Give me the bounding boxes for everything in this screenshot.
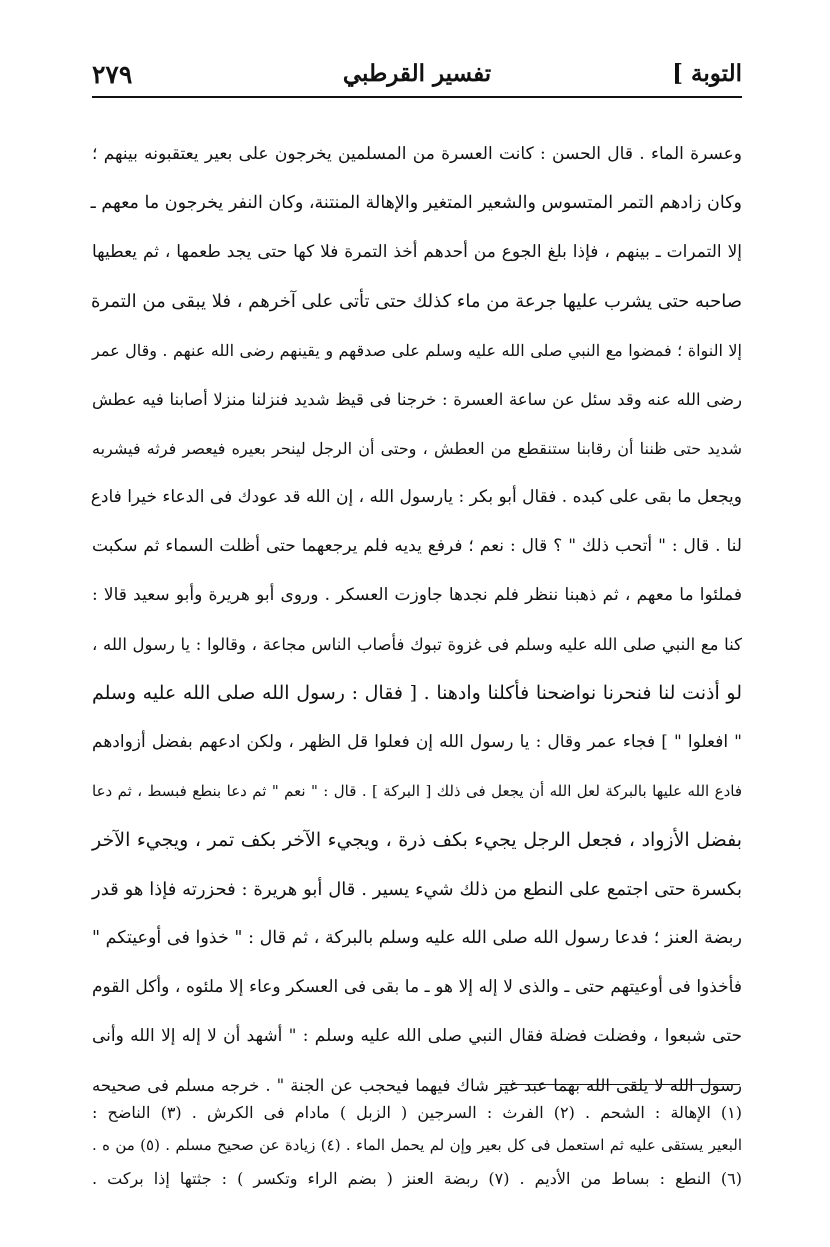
text-line: إلا التمرات ـ بينهم ، فإذا بلغ الجوع من أحدهم أخذ التمرة فلا كها حتى يجد طعمها ، ثم يعطيها xyxy=(92,242,742,262)
text-line: فادع الله عليها بالبركة لعل الله أن يجعل فى ذلك [ البركة ] . قال : " نعم " ثم دعا بنطع فبسط ، ثم دعا xyxy=(92,782,742,800)
text-line: شديد حتى ظننا أن رقابنا ستنقطع من العطش ، وحتى أن الرجل لينحر بعيره فيعصر فرثه فيشربه xyxy=(92,439,742,458)
text-line: لنا . قال : " أتحب ذلك " ؟ قال : نعم ؛ فرفع يديه فلم يرجعهما حتى أظلت السماء ثم سكبت xyxy=(92,536,742,556)
footnote-line: البعير يستقى عليه ثم استعمل فى كل بعير وإن لم يحمل الماء . (٤) زيادة عن صحيح مسلم . (٥) من ه . xyxy=(92,1136,742,1154)
footnote-line: (٦) النطع : بساط من الأديم . (٧) ربضة العنز ( بضم الراء وتكسر ) : جثتها إذا بركت . xyxy=(92,1169,742,1188)
footnote-line: (١) الإهالة : الشحم . (٢) الفرث : السرجين ( الزبل ) مادام فى الكرش . (٣) الناضح : xyxy=(92,1103,742,1122)
text-line: ربضة العنز ؛ فدعا رسول الله صلى الله عليه وسلم بالبركة ، ثم قال : " خذوا فى أوعيتكم " xyxy=(92,928,742,948)
page-number: ٢٧٩ xyxy=(92,60,133,89)
main-text xyxy=(92,130,742,1110)
text-line: حتى شبعوا ، وفضلت فضلة فقال النبي صلى الله عليه وسلم : " أشهد أن لا إله إلا الله وأنى xyxy=(92,1026,742,1046)
text-line: رضى الله عنه وقد سئل عن ساعة العسرة : خرجنا فى قيظ شديد فنزلنا منزلا أصابنا فيه عطش xyxy=(92,390,742,409)
text-line: بفضل الأزواد ، فجعل الرجل يجيء بكف ذرة ، ويجيء الآخر بكف تمر ، ويجيء الآخر xyxy=(92,829,742,851)
header-rule xyxy=(92,96,742,98)
footnotes xyxy=(92,1096,742,1195)
chapter-title: التوبة ] xyxy=(672,60,742,87)
text-line: رسول الله لا يلقى الله بهما عبد غير شاك فيهما فيحجب عن الجنة " . خرجه مسلم فى صحيحه xyxy=(92,1076,742,1095)
page-header xyxy=(92,52,742,100)
text-line: فأخذوا فى أوعيتهم حتى ـ والذى لا إله إلا هو ـ ما بقى فى العسكر وعاء إلا ملئوه ، وأكل القوم xyxy=(92,977,742,997)
text-line: وعسرة الماء . قال الحسن : كانت العسرة من المسلمين يخرجون على بعير يعتقبونه بينهم ؛ xyxy=(92,144,742,164)
text-line: كنا مع النبي صلى الله عليه وسلم فى غزوة تبوك فأصاب الناس مجاعة ، وقالوا : يا رسول الله ، xyxy=(92,635,742,654)
footnote-rule xyxy=(500,1084,740,1085)
text-line: لو أذنت لنا فنحرنا نواضحنا فأكلنا وادهنا . [ فقال : رسول الله صلى الله عليه وسلم xyxy=(92,682,742,704)
text-line: صاحبه حتى يشرب عليها جرعة من ماء كذلك حتى تأتى على آخرهم ، فلا يبقى من التمرة xyxy=(90,291,742,312)
text-line: فملئوا ما معهم ، ثم ذهبنا ننظر فلم نجدها جاوزت العسكر . وروى أبو هريرة وأبو سعيد قالا : xyxy=(92,585,742,605)
text-line: بكسرة حتى اجتمع على النطع من ذلك شيء يسير . قال أبو هريرة : فحزرته فإذا هو قدر xyxy=(92,879,742,900)
text-line: " افعلوا " ] فجاء عمر وقال : يا رسول الله إن فعلوا قل الظهر ، ولكن ادعهم بفضل أزوادهم xyxy=(92,732,742,752)
text-line: ويجعل ما بقى على كبده . فقال أبو بكر : يارسول الله ، إن الله قد عودك فى الدعاء خيرا فادع xyxy=(90,487,742,507)
book-title: تفسير القرطبي xyxy=(342,60,492,87)
text-line: إلا النواة ؛ فمضوا مع النبي صلى الله عليه وسلم على صدقهم و يقينهم رضى الله عنهم . وقال عمر xyxy=(92,341,742,360)
text-line: وكان زادهم التمر المتسوس والشعير المتغير والإهالة المنتنة، وكان النفر يخرجون ما معهم ـ xyxy=(90,193,742,213)
